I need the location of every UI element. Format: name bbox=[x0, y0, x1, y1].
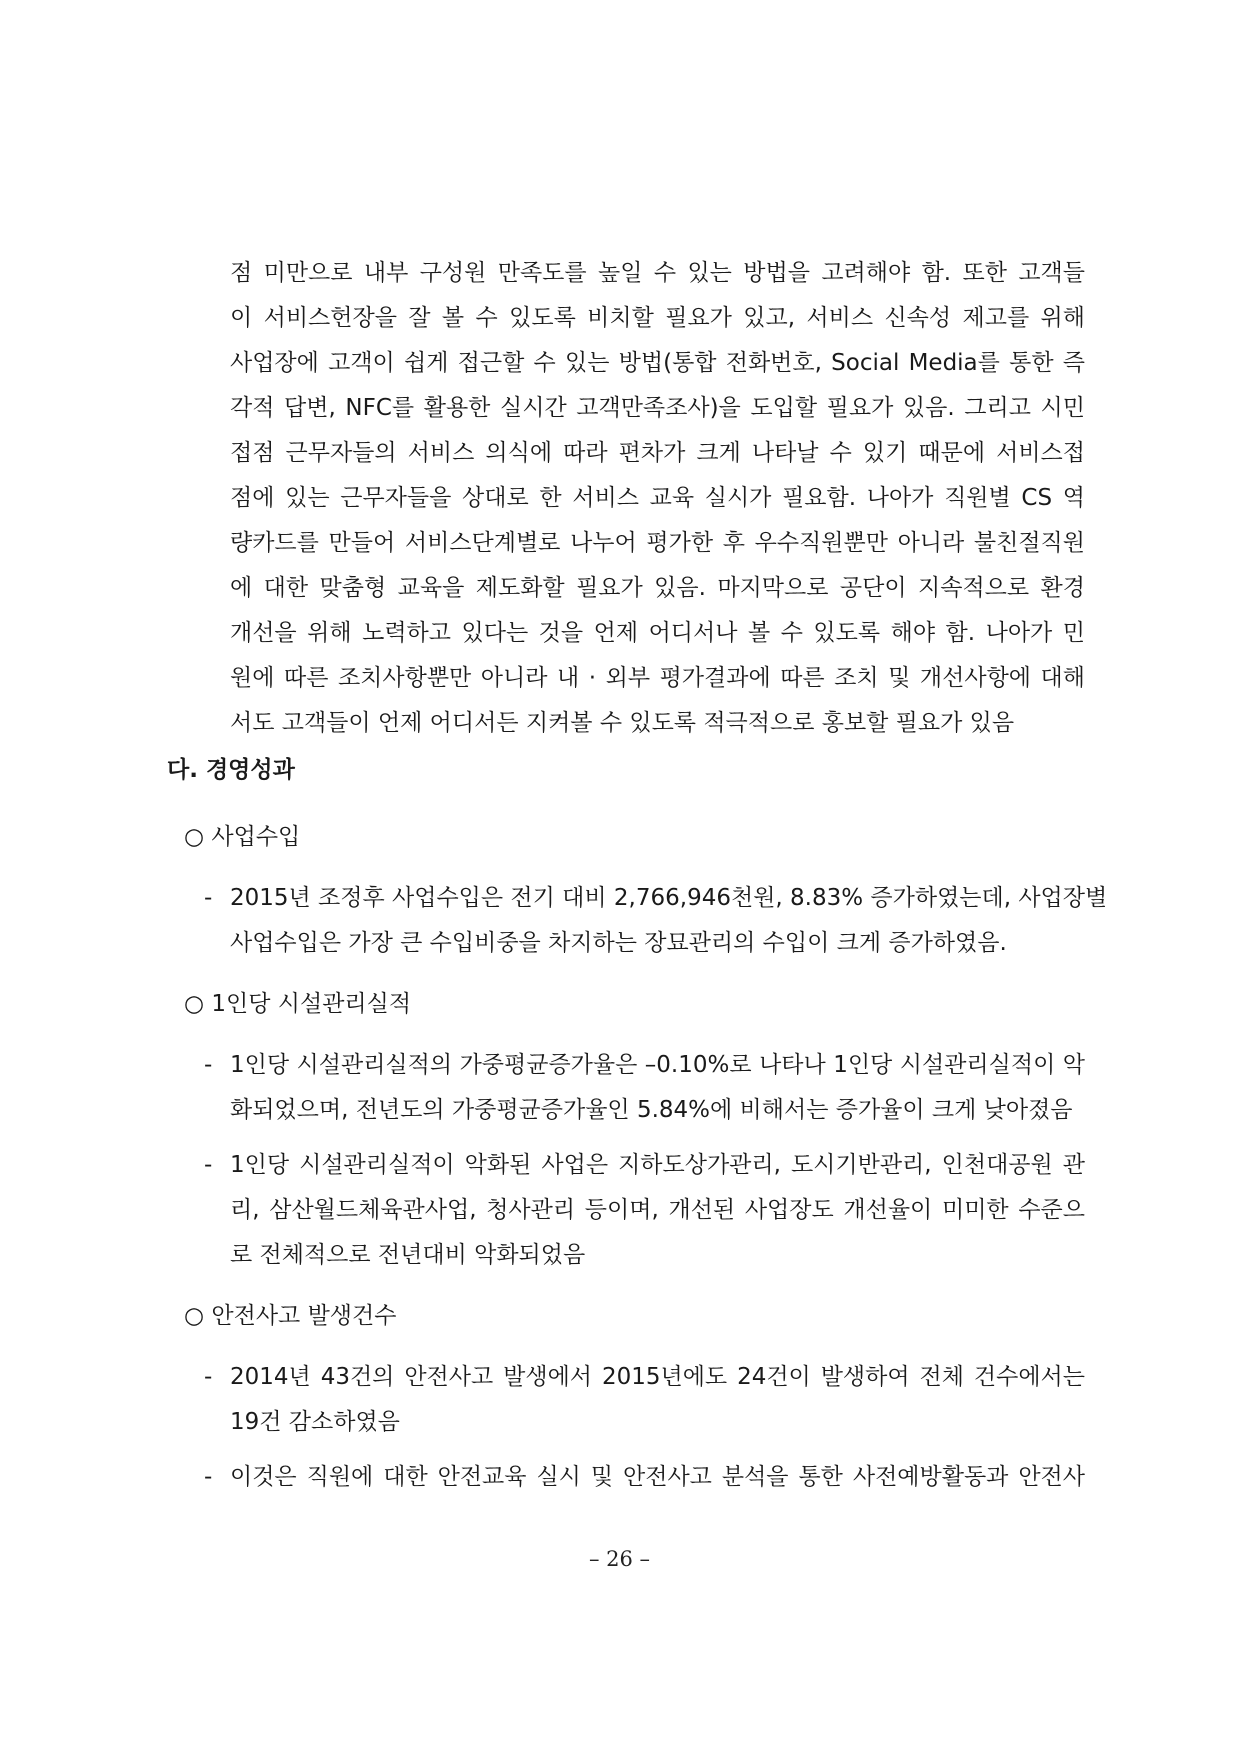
paragraph-line: 접점 근무자들의 서비스 의식에 따라 편차가 크게 나타날 수 있기 때문에 서비스접 bbox=[230, 440, 1085, 466]
bullet-safety-accidents bbox=[184, 1301, 396, 1331]
paragraph-line: 각적 답변, NFC를 활용한 실시간 고객만족조사)을 도입할 필요가 있음. 그리고 시민 bbox=[230, 395, 1085, 421]
item-line: 로 전체적으로 전년대비 악화되었음 bbox=[230, 1242, 586, 1268]
paragraph-line: 서도 고객들이 언제 어디서든 지켜볼 수 있도록 적극적으로 홍보할 필요가 있음 bbox=[230, 710, 1015, 736]
section-heading: 다. 경영성과 bbox=[167, 757, 295, 783]
item-line: 화되었으며, 전년도의 가중평균증가율인 5.84%에 비해서는 증가율이 크게 낮아졌음 bbox=[230, 1097, 1073, 1123]
paragraph-line: 점에 있는 근무자들을 상대로 한 서비스 교육 실시가 필요함. 나아가 직원별 CS 역 bbox=[230, 485, 1085, 511]
page-number: – 26 – bbox=[588, 1547, 651, 1571]
item-line: 2014년 43건의 안전사고 발생에서 2015년에도 24건이 발생하여 전체 건수에서는 bbox=[230, 1364, 1085, 1390]
bullet-revenue bbox=[184, 822, 300, 852]
item-line: 19건 감소하였음 bbox=[230, 1409, 400, 1435]
circle-bullet-icon: ○ bbox=[184, 1303, 205, 1329]
bullet-title: 사업수입 bbox=[211, 824, 301, 850]
dash-marker: - bbox=[204, 885, 213, 911]
item-line: 1인당 시설관리실적이 악화된 사업은 지하도상가관리, 도시기반관리, 인천대공원 관 bbox=[230, 1152, 1085, 1178]
item-line: 2015년 조정후 사업수입은 전기 대비 2,766,946천원, 8.83% 증가하였는데, 사업장별 bbox=[230, 885, 1108, 911]
bullet-facility-performance bbox=[184, 989, 411, 1019]
paragraph-line: 개선을 위해 노력하고 있다는 것을 언제 어디서나 볼 수 있도록 해야 함. 나아가 민 bbox=[230, 620, 1085, 646]
paragraph-line: 이 서비스헌장을 잘 볼 수 있도록 비치할 필요가 있고, 서비스 신속성 제고를 위해 bbox=[230, 305, 1085, 331]
item-line: 이것은 직원에 대한 안전교육 실시 및 안전사고 분석을 통한 사전예방활동과 안전사 bbox=[230, 1464, 1085, 1490]
circle-bullet-icon: ○ bbox=[184, 824, 205, 850]
dash-marker: - bbox=[204, 1464, 213, 1490]
dash-marker: - bbox=[204, 1364, 213, 1390]
paragraph-line: 점 미만으로 내부 구성원 만족도를 높일 수 있는 방법을 고려해야 함. 또한 고객들 bbox=[230, 260, 1085, 286]
paragraph-line: 량카드를 만들어 서비스단계별로 나누어 평가한 후 우수직원뿐만 아니라 불친절직원 bbox=[230, 530, 1085, 556]
paragraph-line: 원에 따른 조치사항뿐만 아니라 내 · 외부 평가결과에 따른 조치 및 개선사항에 대해 bbox=[230, 665, 1085, 691]
paragraph-line: 사업장에 고객이 쉽게 접근할 수 있는 방법(통합 전화번호, Social Media를 통한 즉 bbox=[230, 350, 1085, 376]
circle-bullet-icon: ○ bbox=[184, 991, 205, 1017]
item-line: 리, 삼산월드체육관사업, 청사관리 등이며, 개선된 사업장도 개선율이 미미한 수준으 bbox=[230, 1197, 1085, 1223]
item-line: 1인당 시설관리실적의 가중평균증가율은 –0.10%로 나타나 1인당 시설관리실적이 악 bbox=[230, 1052, 1085, 1078]
dash-marker: - bbox=[204, 1152, 213, 1178]
item-line: 사업수입은 가장 큰 수입비중을 차지하는 장묘관리의 수입이 크게 증가하였음. bbox=[230, 930, 1007, 956]
dash-marker: - bbox=[204, 1052, 213, 1078]
bullet-title: 안전사고 발생건수 bbox=[211, 1303, 397, 1329]
paragraph-line: 에 대한 맞춤형 교육을 제도화할 필요가 있음. 마지막으로 공단이 지속적으로 환경 bbox=[230, 575, 1085, 601]
bullet-title: 1인당 시설관리실적 bbox=[211, 991, 412, 1017]
